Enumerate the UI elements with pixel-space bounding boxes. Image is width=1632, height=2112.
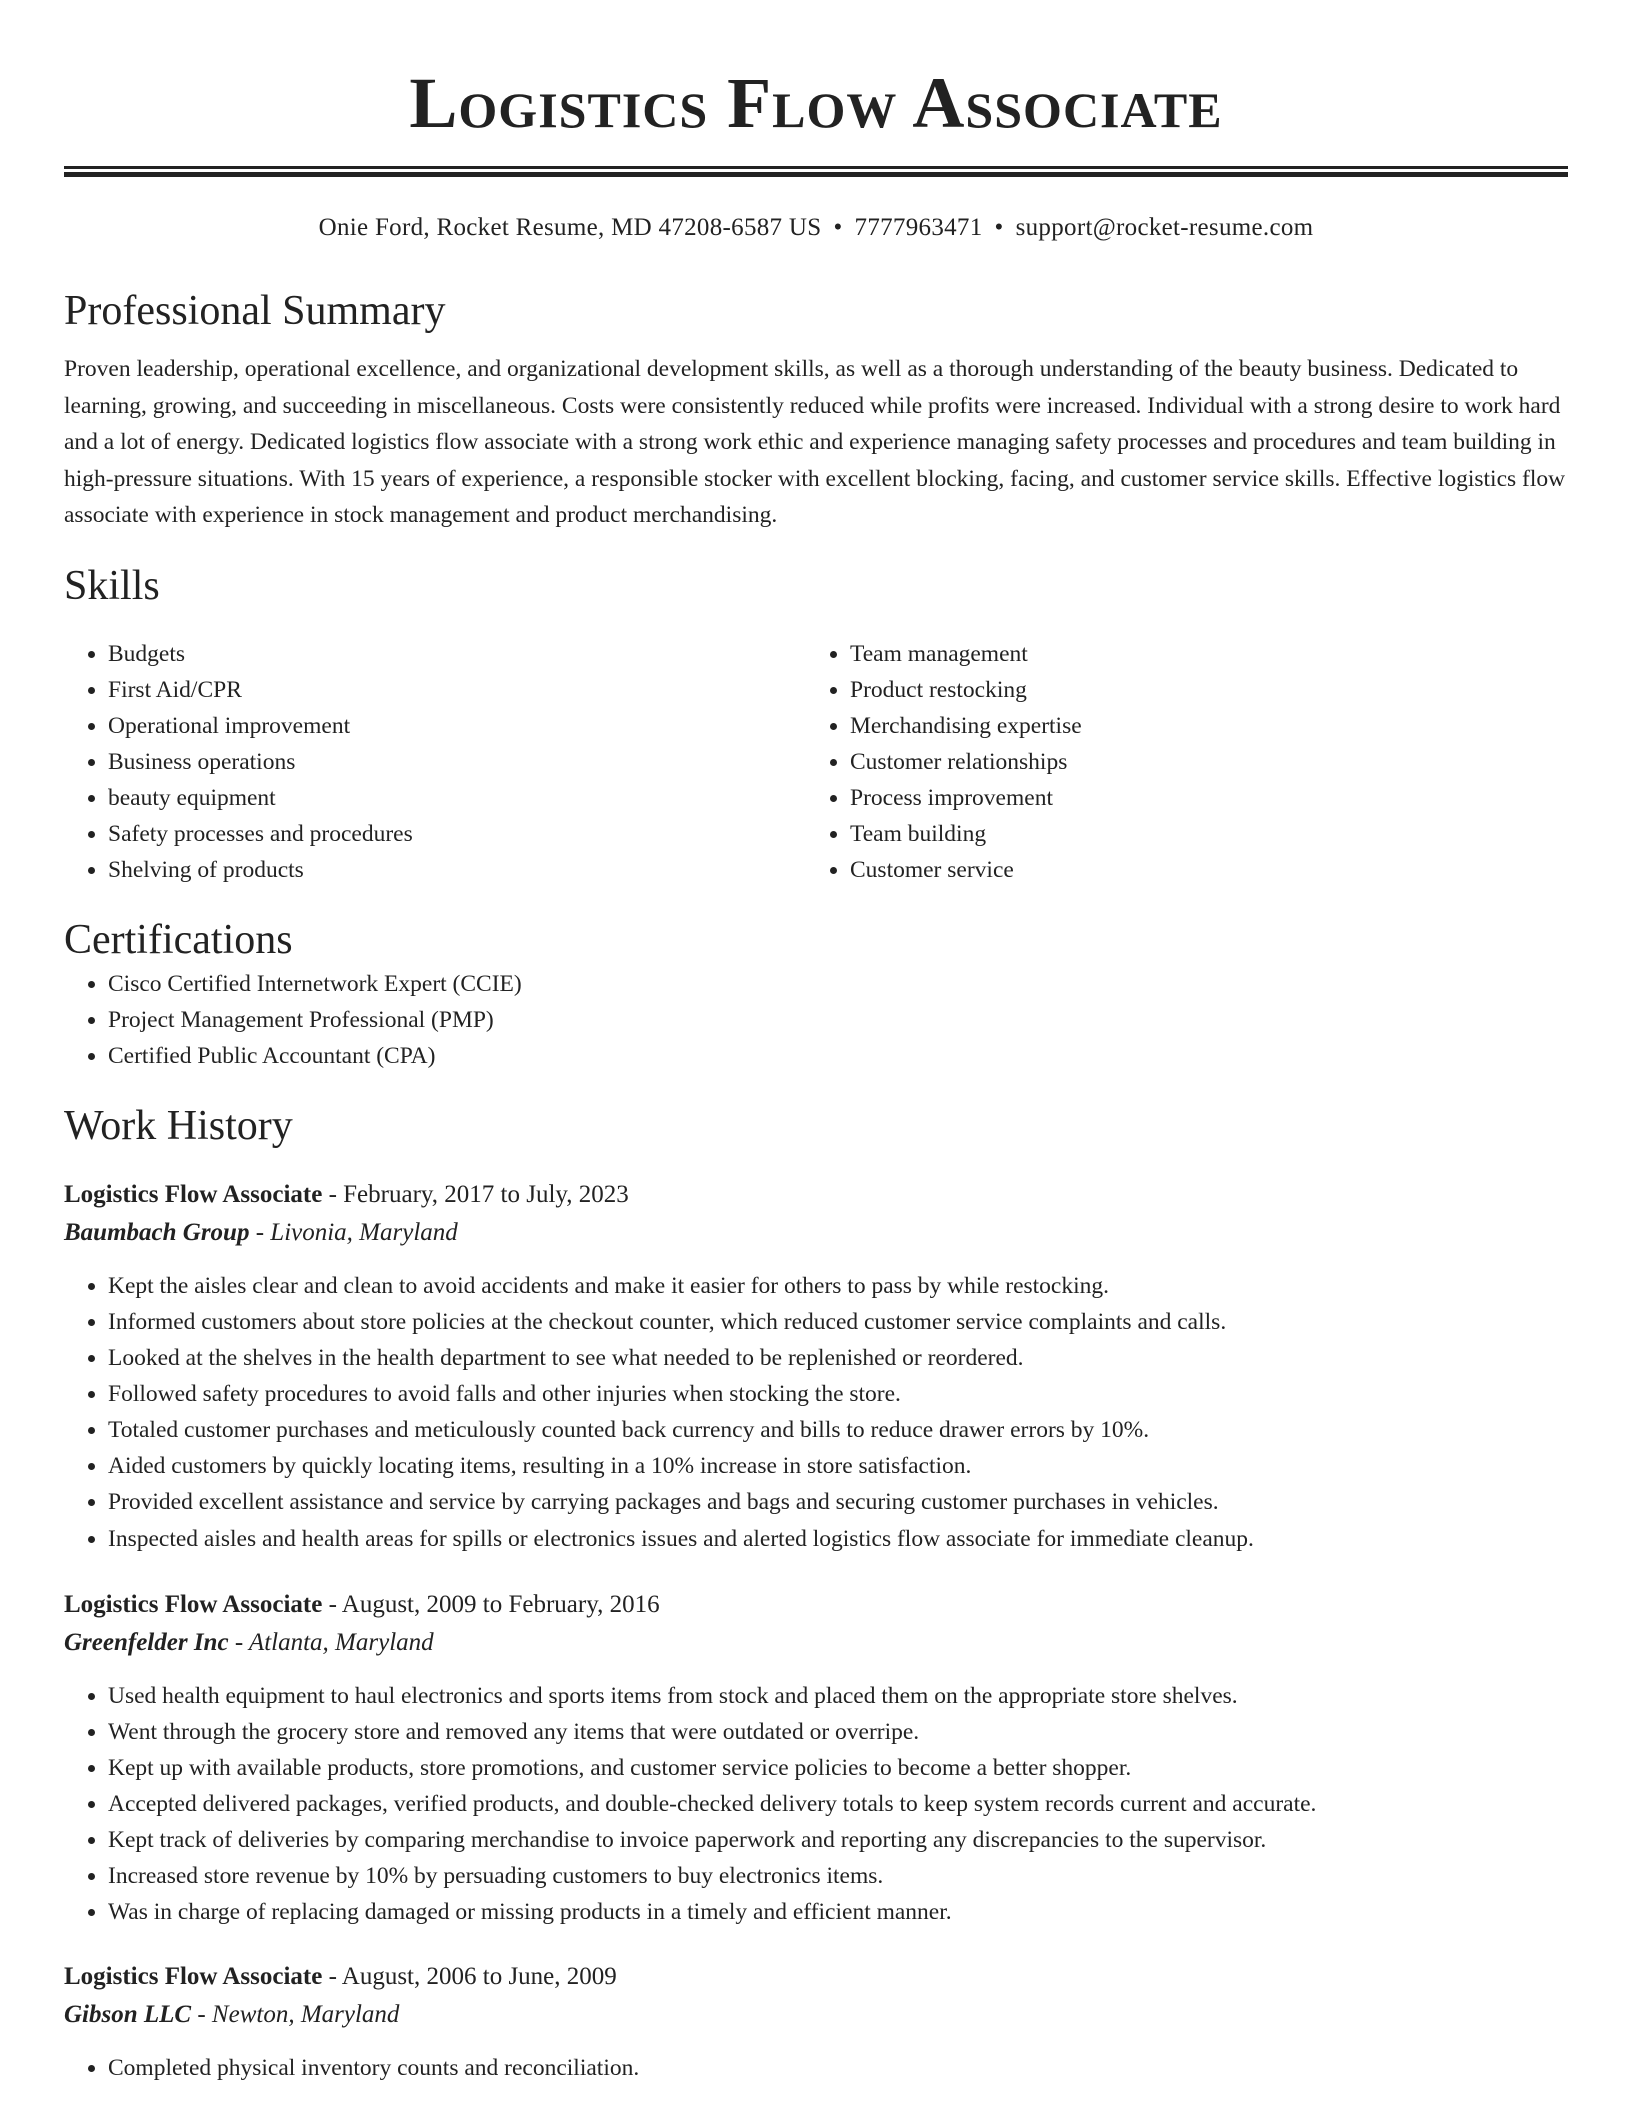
job-title-line: [64, 1176, 1568, 1214]
skill-item: • Customer relationships: [850, 744, 1548, 780]
job-bullet: • Used health equipment to haul electronics and sports items from stock and placed them on the appropriate store shelves.: [108, 1678, 1568, 1714]
contact-phone: 7777963471: [854, 214, 983, 241]
skill-item: • Safety processes and procedures: [108, 816, 806, 852]
job-dates: - February, 2017 to July, 2023: [322, 1180, 629, 1208]
skill-item: • Shelving of products: [108, 852, 806, 888]
job-bullet: • Kept the aisles clear and clean to avoid accidents and make it easier for others to pass by while restocking.: [108, 1268, 1568, 1304]
skill-item: • Business operations: [108, 744, 806, 780]
job-bullet: • Provided excellent assistance and service by carrying packages and bags and securing customer purchases in vehicles.: [108, 1484, 1568, 1520]
job-entry: [64, 1176, 1568, 1558]
job-location: - Newton, Maryland: [191, 2000, 400, 2028]
job-bullet: • Followed safety procedures to avoid falls and other injuries when stocking the store.: [108, 1376, 1568, 1412]
skill-item: • First Aid/CPR: [108, 672, 806, 708]
job-bullets: [64, 2050, 1568, 2086]
contact-email: support@rocket-resume.com: [1015, 214, 1314, 241]
work-history-list: [64, 1176, 1568, 2086]
contact-address: Onie Ford, Rocket Resume, MD 47208-6587 US: [318, 214, 822, 241]
job-bullet: • Informed customers about store policies at the checkout counter, which reduced customer service complaints and calls.: [108, 1304, 1568, 1340]
job-bullets: [64, 1268, 1568, 1558]
job-bullet: • Aided customers by quickly locating items, resulting in a 10% increase in store satisfaction.: [108, 1448, 1568, 1484]
skill-item: • Operational improvement: [108, 708, 806, 744]
job-bullet: • Increased store revenue by 10% by persuading customers to buy electronics items.: [108, 1858, 1568, 1894]
skill-item: • Process improvement: [850, 780, 1548, 816]
contact-separator: •: [833, 214, 843, 241]
job-bullet: • Looked at the shelves in the health department to see what needed to be replenished or reordered.: [108, 1340, 1568, 1376]
job-title: Logistics Flow Associate: [64, 1180, 323, 1208]
job-bullet: • Inspected aisles and health areas for spills or electronics issues and alerted logistics flow associate for immediate cleanup.: [108, 1520, 1568, 1558]
job-dates: - August, 2009 to February, 2016: [322, 1590, 660, 1618]
job-bullet: • Completed physical inventory counts and reconciliation.: [108, 2050, 1568, 2086]
contact-separator: •: [994, 214, 1004, 241]
title-double-rule: [64, 166, 1568, 177]
skill-item: • Team management: [850, 636, 1548, 672]
job-bullet: • Went through the grocery store and removed any items that were outdated or overripe.: [108, 1714, 1568, 1750]
skill-item: • Merchandising expertise: [850, 708, 1548, 744]
job-entry: [64, 1958, 1568, 2086]
job-entry: [64, 1586, 1568, 1930]
skill-item: • Budgets: [108, 636, 806, 672]
job-bullets: [64, 1678, 1568, 1930]
job-company: Baumbach Group: [64, 1218, 250, 1246]
job-title-line: [64, 1586, 1568, 1624]
skill-item: • Team building: [850, 816, 1548, 852]
skills-columns: [64, 636, 1568, 888]
skill-item: • Product restocking: [850, 672, 1548, 708]
contact-line: [64, 211, 1568, 245]
job-company: Gibson LLC: [64, 2000, 192, 2028]
certifications-heading: Certifications: [64, 916, 293, 963]
certification-item: • Certified Public Accountant (CPA): [108, 1038, 1568, 1074]
certification-item: • Cisco Certified Internetwork Expert (CCIE): [108, 966, 1568, 1002]
skill-item: • Customer service: [850, 852, 1548, 888]
job-company: Greenfelder Inc: [64, 1628, 229, 1656]
job-title: Logistics Flow Associate: [64, 1590, 323, 1618]
certification-item: • Project Management Professional (PMP): [108, 1002, 1568, 1038]
summary-heading: Professional Summary: [64, 288, 446, 334]
job-bullet: • Accepted delivered packages, verified products, and double-checked delivery totals to keep system records current and accurate.: [108, 1786, 1568, 1822]
job-company-line: [64, 1214, 1568, 1252]
skills-left-list: [64, 636, 806, 888]
work-history-heading: Work History: [64, 1102, 293, 1149]
summary-text: Proven leadership, operational excellence, and organizational development skills, as well as a thorough understanding of the beauty business. Dedicated to learning, growing, and succeeding in miscellaneous. Costs were consistently reduced while profits were increased. Individual with a strong desire to work hard and a lot of energy. Dedicated logistics flow associate with a strong work ethic and experience managing safety processes and procedures and team building in high-pressure situations. With 15 years of experience, a responsible stocker with excellent blocking, facing, and customer service skills. Effective logistics flow associate with experience in stock management and product merchandising.: [64, 356, 1566, 528]
resume-title: Logistics Flow Associate: [409, 63, 1223, 143]
skills-right-list: [806, 636, 1548, 888]
skill-item: • beauty equipment: [108, 780, 806, 816]
job-bullet: • Kept track of deliveries by comparing merchandise to invoice paperwork and reporting any discrepancies to the supervisor.: [108, 1822, 1568, 1858]
job-company-line: [64, 1624, 1568, 1662]
job-company-line: [64, 1996, 1568, 2034]
job-bullet: • Totaled customer purchases and meticulously counted back currency and bills to reduce drawer errors by 10%.: [108, 1412, 1568, 1448]
job-title: Logistics Flow Associate: [64, 1962, 323, 1990]
skills-heading: Skills: [64, 562, 160, 609]
job-bullet: • Kept up with available products, store promotions, and customer service policies to become a better shopper.: [108, 1750, 1568, 1786]
job-location: - Livonia, Maryland: [249, 1218, 458, 1246]
resume-page: [64, 0, 1568, 2086]
job-location: - Atlanta, Maryland: [228, 1628, 434, 1656]
job-bullet: • Was in charge of replacing damaged or missing products in a timely and efficient manner.: [108, 1894, 1568, 1930]
job-title-line: [64, 1958, 1568, 1996]
job-dates: - August, 2006 to June, 2009: [322, 1962, 617, 1990]
certifications-list: [64, 966, 1568, 1074]
